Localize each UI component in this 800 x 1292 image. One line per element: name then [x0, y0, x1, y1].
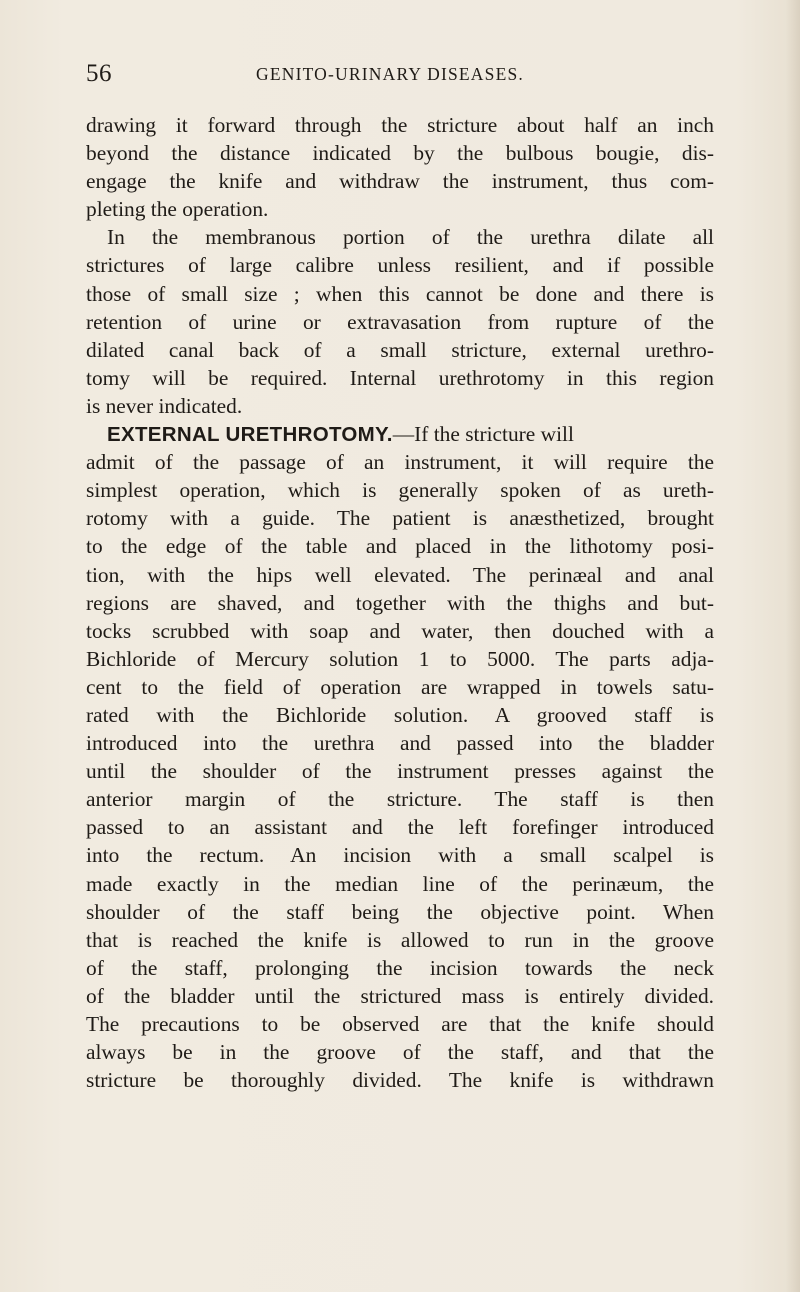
text-line: tocks scrubbed with soap and water, then douched with a [86, 618, 714, 643]
text-line: The precautions to be observed are that the knife should [86, 1012, 714, 1036]
text-line: tion, with the hips well elevated. The perinæal and anal [86, 562, 714, 587]
text-line: made exactly in the median line of the perinæum, the [86, 871, 714, 896]
text-line: simplest operation, which is generally spoken of as ureth- [86, 478, 714, 503]
text-line: that is reached the knife is allowed to run in the groove [86, 927, 714, 952]
text-line: dilated canal back of a small stricture, external urethro- [86, 337, 714, 362]
running-title: GENITO-URINARY DISEASES. [256, 64, 524, 84]
page-number: 56 [86, 60, 112, 87]
text-line: stricture be thoroughly divided. The knife is withdrawn [86, 1068, 714, 1093]
text-line: into the rectum. An incision with a small scalpel is [86, 843, 714, 868]
text-line: until the shoulder of the instrument presses against the [86, 759, 714, 784]
text-line: shoulder of the staff being the objective point. When [86, 899, 714, 924]
text-line: Bichloride of Mercury solution 1 to 5000. The parts adja- [86, 646, 714, 671]
text-line: strictures of large calibre unless resilient, and if possible [86, 253, 714, 278]
text-line: introduced into the urethra and passed into the bladder [86, 731, 714, 756]
text-line: beyond the distance indicated by the bulbous bougie, dis- [86, 141, 714, 166]
section-heading: EXTERNAL URETHROTOMY. [107, 423, 393, 447]
text-line: admit of the passage of an instrument, it will require the [86, 450, 714, 475]
section-lead-text: —If the stricture will [392, 422, 574, 447]
text-line: rated with the Bichloride solution. A grooved staff is [86, 702, 714, 727]
text-line: drawing it forward through the stricture about half an inch [86, 113, 714, 137]
text-line: those of small size ; when this cannot be done and there is [86, 281, 714, 306]
text-line: retention of urine or extravasation from rupture of the [86, 309, 714, 334]
text-line: rotomy with a guide. The patient is anæsthetized, brought [86, 506, 714, 531]
text-line: always be in the groove of the staff, and that the [86, 1040, 714, 1065]
text-line: engage the knife and withdraw the instrument, thus com- [86, 169, 714, 194]
text-line: cent to the field of operation are wrapped in towels satu- [86, 674, 714, 699]
text-line: tomy will be required. Internal urethrotomy in this region [86, 365, 714, 390]
section-heading-line [86, 420, 714, 448]
paragraph-first-line: In the membranous portion of the urethra dilate all [107, 225, 714, 250]
text-line: regions are shaved, and together with the thighs and but- [86, 590, 714, 615]
text-line: of the bladder until the strictured mass is entirely divided. [86, 983, 714, 1008]
text-line: is never indicated. [86, 393, 243, 418]
text-line: of the staff, prolonging the incision towards the neck [86, 955, 714, 980]
page-edge-shadow [786, 0, 800, 1292]
page-header [86, 60, 714, 94]
text-line: anterior margin of the stricture. The staff is then [86, 787, 714, 812]
text-line: passed to an assistant and the left forefinger introduced [86, 815, 714, 840]
text-line: to the edge of the table and placed in the lithotomy posi- [86, 534, 714, 559]
text-line: pleting the operation. [86, 197, 269, 222]
body-text [86, 111, 714, 1094]
